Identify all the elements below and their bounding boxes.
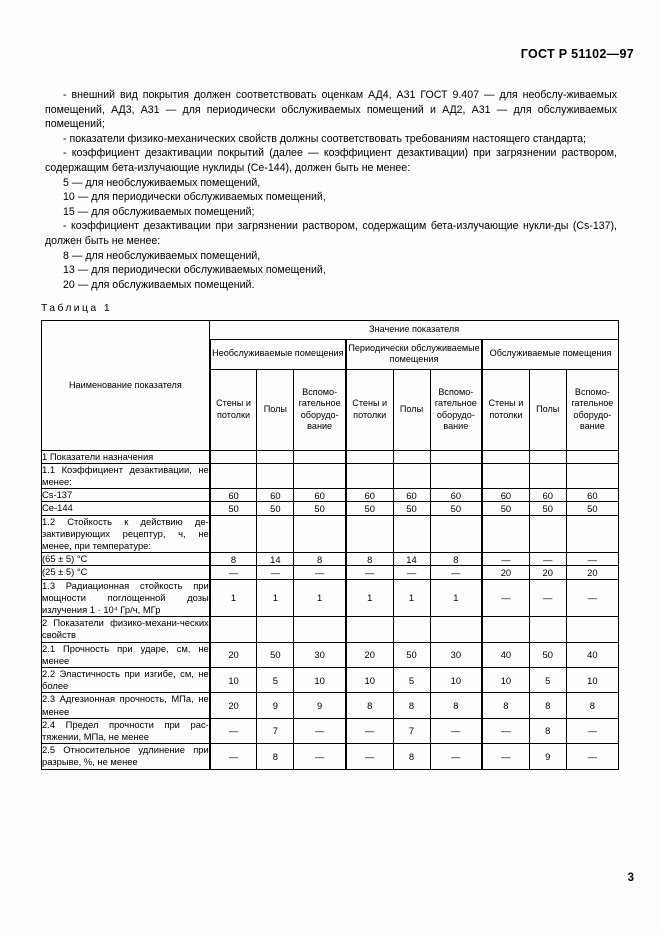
table-cell: 10 — [482, 667, 529, 692]
table-cell — [430, 617, 482, 642]
table-cell: — — [294, 566, 346, 579]
table-cell: — — [430, 744, 482, 769]
table-header-sub-floors-3: Полы — [529, 369, 566, 450]
page-number: 3 — [627, 872, 634, 884]
table-header-name-column: Наименование показателя — [42, 321, 210, 451]
table-cell: — — [529, 579, 566, 617]
table-cell: 40 — [482, 642, 529, 667]
table-cell: 20 — [566, 566, 618, 579]
table-cell — [257, 617, 294, 642]
table-cell: 9 — [294, 693, 346, 718]
table-cell: — — [257, 566, 294, 579]
table-cell: — — [430, 718, 482, 743]
table-cell: 7 — [257, 718, 294, 743]
table-cell: — — [210, 744, 257, 769]
table-row-label: 2.3 Адгезионная прочность, МПа, не менее — [42, 693, 209, 717]
table-cell — [529, 515, 566, 553]
table-cell: 10 — [346, 667, 393, 692]
table-row-label: 1 Показатели назначения — [42, 450, 210, 463]
table-cell: 1 — [294, 579, 346, 617]
table-cell: 10 — [294, 667, 346, 692]
table-cell: — — [210, 566, 257, 579]
table-header-sub-aux-1: Вспомо-гательное оборудо-вание — [294, 369, 346, 450]
table-cell — [430, 450, 482, 463]
document-header-standard-number: ГОСТ Р 51102—97 — [520, 47, 634, 61]
table-header-group-periodic: Периодически обслуживаемые помещения — [346, 339, 482, 369]
table-cell: 8 — [529, 693, 566, 718]
table-header-sub-floors-1: Полы — [257, 369, 294, 450]
table-row-label: Cs-137 — [42, 489, 210, 502]
table-cell: 5 — [393, 667, 430, 692]
list-item-ce144-2: 10 — для периодически обслуживаемых помещений, — [63, 191, 326, 204]
table-cell — [210, 617, 257, 642]
table-cell: 8 — [482, 693, 529, 718]
table-header-value-span: Значение показателя — [210, 321, 619, 340]
list-item-ce144-3: 15 — для обслуживаемых помещений; — [63, 205, 255, 218]
table-row — [42, 566, 619, 579]
table-cell: — — [566, 553, 618, 566]
table-cell: 9 — [529, 744, 566, 769]
table-row — [42, 489, 619, 502]
table-cell — [294, 617, 346, 642]
table-row — [42, 463, 619, 488]
table-cell: 14 — [257, 553, 294, 566]
table-cell: 20 — [210, 693, 257, 718]
table-cell: — — [430, 566, 482, 579]
table-cell: 8 — [529, 718, 566, 743]
table-cell — [393, 450, 430, 463]
table-cell — [210, 450, 257, 463]
table-row — [42, 693, 619, 718]
table-row — [42, 502, 619, 515]
table-cell: 8 — [210, 553, 257, 566]
table-cell: 1 — [346, 579, 393, 617]
table-cell — [566, 463, 618, 488]
table-cell: 20 — [210, 642, 257, 667]
table-cell: 8 — [346, 553, 393, 566]
table-cell: 5 — [257, 667, 294, 692]
table-cell: 7 — [393, 718, 430, 743]
table-body — [42, 450, 619, 769]
table-cell: 60 — [393, 489, 430, 502]
table-header-sub-walls-1: Стены и потолки — [210, 369, 257, 450]
table-cell — [294, 463, 346, 488]
table-cell: 60 — [346, 489, 393, 502]
table-cell — [529, 617, 566, 642]
table-cell: 60 — [529, 489, 566, 502]
table-cell: — — [346, 718, 393, 743]
table-cell: — — [294, 718, 346, 743]
table-cell: 60 — [294, 489, 346, 502]
table-row — [42, 515, 619, 553]
table-cell: 50 — [529, 502, 566, 515]
table-cell: 10 — [210, 667, 257, 692]
table-cell: 30 — [430, 642, 482, 667]
table-cell: — — [482, 718, 529, 743]
body-text-block — [45, 88, 617, 292]
table-cell: — — [482, 744, 529, 769]
table-cell — [566, 617, 618, 642]
list-item-cs137-1: 8 — для необслуживаемых помещений, — [63, 249, 261, 262]
table-cell: 1 — [210, 579, 257, 617]
table-row — [42, 744, 619, 769]
list-item-ce144-1: 5 — для необслуживаемых помещений, — [63, 176, 261, 189]
table-cell — [529, 450, 566, 463]
table-header-sub-aux-2: Вспомо-гательное оборудо-вание — [430, 369, 482, 450]
table-row-label: 2.5 Относительное удлинение при разрыве, %, не менее — [42, 744, 209, 768]
table-cell — [482, 450, 529, 463]
list-item-cs137-3: 20 — для обслуживаемых помещений. — [63, 278, 255, 291]
table-row-label: 1.3 Радиационная стойкость при мощности поглощенной дозы излучения 1 · 10⁴ Гр/ч, МГр — [42, 579, 209, 615]
table-row-label: 2 Показатели физико-механи-ческих свойств — [42, 617, 209, 641]
table-header — [42, 321, 619, 451]
table-cell: 8 — [346, 693, 393, 718]
table-cell: 50 — [210, 502, 257, 515]
table-cell: 1 — [257, 579, 294, 617]
table-row — [42, 718, 619, 743]
table-cell: 8 — [257, 744, 294, 769]
table-cell: 1 — [430, 579, 482, 617]
table-cell: 50 — [346, 502, 393, 515]
table-row — [42, 642, 619, 667]
table-cell: — — [482, 579, 529, 617]
table-header-sub-floors-2: Полы — [393, 369, 430, 450]
table-cell: 60 — [210, 489, 257, 502]
table-cell: 30 — [294, 642, 346, 667]
table-cell: — — [566, 579, 618, 617]
table-cell: 60 — [482, 489, 529, 502]
table-header-sub-aux-3: Вспомо-гательное оборудо-вание — [566, 369, 618, 450]
table-cell: 9 — [257, 693, 294, 718]
table-cell: 5 — [529, 667, 566, 692]
table-header-group-serviced: Обслуживаемые помещения — [482, 339, 618, 369]
table-cell: 60 — [430, 489, 482, 502]
table-cell — [210, 515, 257, 553]
table-cell — [210, 463, 257, 488]
paragraph-mechanical: - показатели физико-механических свойств должны соответствовать требованиям настоящего стандарта; — [63, 132, 586, 145]
table-cell — [393, 515, 430, 553]
table-cell: 50 — [566, 502, 618, 515]
table-row-label: 1.1 Коэффициент дезактивации, не менее: — [42, 463, 209, 487]
list-item-cs137-2: 13 — для периодически обслуживаемых помещений, — [63, 264, 326, 277]
table-row — [42, 579, 619, 617]
table-cell — [482, 463, 529, 488]
table-cell: 40 — [566, 642, 618, 667]
table-cell — [393, 617, 430, 642]
table-row — [42, 553, 619, 566]
table-cell: 50 — [294, 502, 346, 515]
paragraph-ce144-intro: - коэффициент дезактивации покрытий (далее — коэффициент дезактивации) при загрязнении раствором, содержащим бета-излучающие нуклиды (Се-144), должен быть не менее: — [45, 147, 617, 174]
table-cell: 8 — [430, 553, 482, 566]
table-cell — [257, 463, 294, 488]
table-cell — [257, 450, 294, 463]
table-row-label: 2.1 Прочность при ударе, см, не менее — [42, 642, 209, 666]
table-cell — [529, 463, 566, 488]
table-row-label: (25 ± 5) °C — [42, 566, 210, 579]
table-cell: 8 — [430, 693, 482, 718]
table-row — [42, 617, 619, 642]
table-cell: 50 — [430, 502, 482, 515]
table-row-label: 2.2 Эластичность при изгибе, см, не более — [42, 667, 209, 692]
table-cell: 50 — [393, 642, 430, 667]
table-caption: Таблица 1 — [41, 303, 113, 314]
table-row — [42, 450, 619, 463]
table-row-label: (65 ± 5) °C — [42, 553, 210, 566]
table-cell — [346, 463, 393, 488]
table-cell: 50 — [529, 642, 566, 667]
table-cell: — — [294, 744, 346, 769]
table-cell: 50 — [482, 502, 529, 515]
table-row-label: 2.4 Предел прочности при рас-тяжении, МПа, не менее — [42, 718, 209, 742]
table-cell: — — [529, 553, 566, 566]
table-cell: — — [210, 718, 257, 743]
table-row-label: 1.2 Стойкость к действию де-зактивирующих рецептур, ч, не менее, при температуре: — [42, 515, 209, 551]
table-cell — [346, 515, 393, 553]
table-header-sub-walls-2: Стены и потолки — [346, 369, 393, 450]
table-cell — [346, 617, 393, 642]
table-cell — [482, 617, 529, 642]
table-cell: 20 — [482, 566, 529, 579]
table-cell — [346, 450, 393, 463]
table-header-sub-walls-3: Стены и потолки — [482, 369, 529, 450]
table-cell: — — [346, 566, 393, 579]
table-cell — [294, 515, 346, 553]
table-cell: — — [393, 566, 430, 579]
table-cell: 10 — [566, 667, 618, 692]
table-cell — [482, 515, 529, 553]
table-cell: 50 — [257, 642, 294, 667]
table-cell: 8 — [393, 693, 430, 718]
table-cell — [430, 515, 482, 553]
table-cell — [430, 463, 482, 488]
table-row — [42, 667, 619, 692]
indicators-table — [41, 320, 619, 770]
table-header-group-unserviced: Необслуживаемые помещения — [210, 339, 346, 369]
table-cell: 10 — [430, 667, 482, 692]
table-cell: — — [566, 718, 618, 743]
table-cell: 20 — [529, 566, 566, 579]
table-cell: 8 — [566, 693, 618, 718]
table-cell — [566, 450, 618, 463]
table-cell — [393, 463, 430, 488]
table-cell: 1 — [393, 579, 430, 617]
table-cell: 60 — [257, 489, 294, 502]
paragraph-cs137-intro: - коэффициент дезактивации при загрязнении раствором, содержащим бета-излучающие нукли-ды (Cs-137), должен быть не менее: — [45, 220, 617, 247]
table-cell: 20 — [346, 642, 393, 667]
table-cell: 60 — [566, 489, 618, 502]
table-cell: 50 — [393, 502, 430, 515]
table-cell: — — [482, 553, 529, 566]
table-row-label: Ce-144 — [42, 502, 210, 515]
table-cell: 8 — [393, 744, 430, 769]
table-cell — [294, 450, 346, 463]
paragraph-appearance: - внешний вид покрытия должен соответствовать оценкам АД4, А31 ГОСТ 9.407 — для необслу-живаемых помещений, АД3, А31 — для периодически обслуживаемых помещений и АД2, А31 — для обслуживаемых помещений; — [45, 89, 617, 131]
table-cell: 14 — [393, 553, 430, 566]
table-cell — [257, 515, 294, 553]
table-cell: 50 — [257, 502, 294, 515]
table-cell: — — [566, 744, 618, 769]
table-cell: — — [346, 744, 393, 769]
table-cell — [566, 515, 618, 553]
table-cell: 8 — [294, 553, 346, 566]
